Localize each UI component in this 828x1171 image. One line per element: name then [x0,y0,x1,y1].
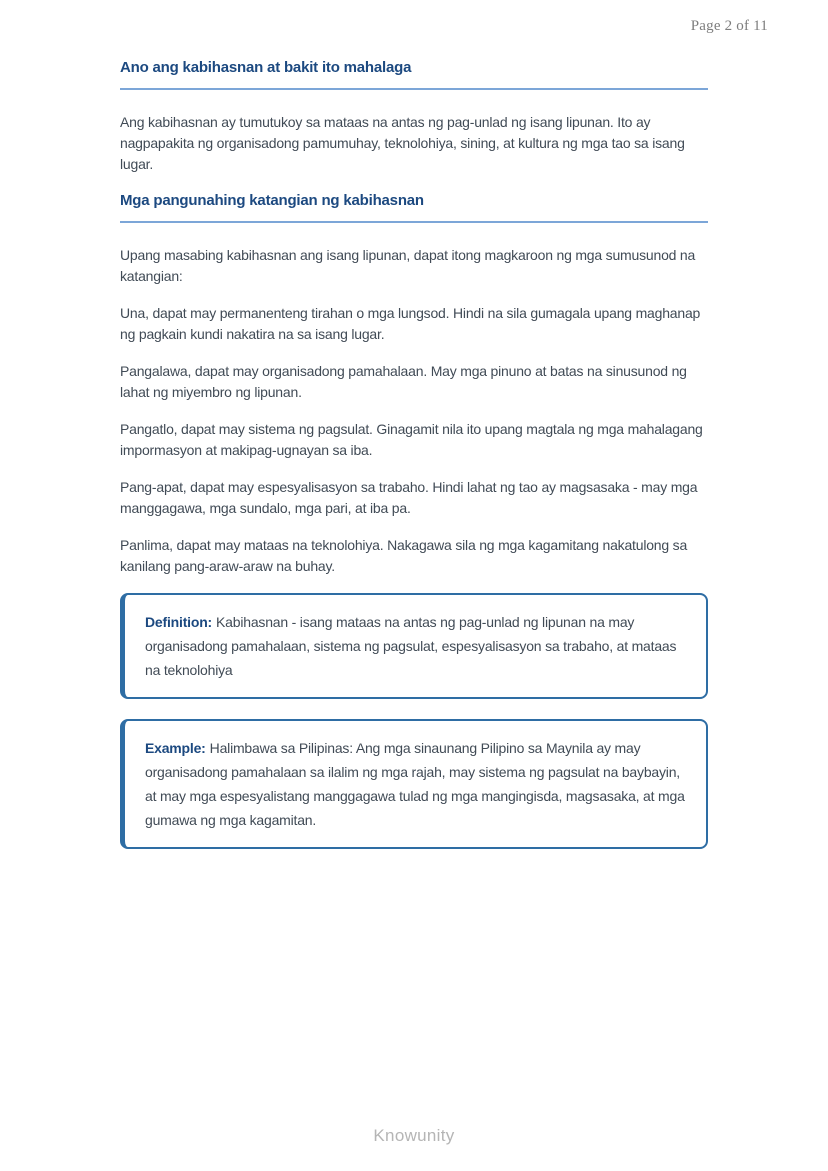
section-divider [120,221,708,223]
paragraph-intro: Ang kabihasnan ay tumutukoy sa mataas na antas ng pag-unlad ng isang lipunan. Ito ay nagpapakita ng organisadong pamumuhay, teknolohiya, sining, at kultura ng mga tao sa isang lugar. [120,114,685,172]
paragraph-katangian-2: Pangalawa, dapat may organisadong pamahalaan. May mga pinuno at batas na sinusunod ng lahat ng miyembro ng lipunan. [120,363,687,400]
paragraph-katangian-1: Una, dapat may permanenteng tirahan o mga lungsod. Hindi na sila gumagala upang maghanap ng pagkain kundi nakatira na sa isang lugar. [120,305,701,342]
document-content [120,58,708,869]
example-text: Halimbawa sa Pilipinas: Ang mga sinaunang Pilipino sa Maynila ay may organisadong pamahalaan sa ilalim ng mga rajah, may sistema ng pagsulat na baybayin, at may mga espesyalistang manggagawa tulad ng mga mangingisda, magsasaka, at mga gumawa ng mga kagamitan. [145,740,685,828]
section-heading-katangian: Mga pangunahing katangian ng kabihasnan [120,192,424,209]
section-divider [120,88,708,90]
example-box [120,719,708,849]
definition-box [120,593,708,699]
section-heading-what-is-kabihasnan: Ano ang kabihasnan at bakit ito mahalaga [120,59,412,76]
example-label: Example: [145,740,206,756]
page-number-indicator: Page 2 of 11 [690,18,768,34]
definition-text: Kabihasnan - isang mataas na antas ng pag-unlad ng lipunan na may organisadong pamahalaan, sistema ng pagsulat, espesyalisasyon sa trabaho, at mataas na teknolohiya [145,614,677,678]
knowunity-watermark: Knowunity [373,1126,455,1145]
paragraph-katangian-3: Pangatlo, dapat may sistema ng pagsulat. Ginagamit nila ito upang magtala ng mga mahalagang impormasyon at makipag-ugnayan sa iba. [120,421,703,458]
definition-label: Definition: [145,614,213,630]
definition-box-content [145,610,686,682]
paragraph-katangian-4: Pang-apat, dapat may espesyalisasyon sa trabaho. Hindi lahat ng tao ay magsasaka - may mga manggagawa, mga sundalo, mga pari, at iba pa. [120,479,698,516]
example-box-content [145,736,686,832]
paragraph-katangian-5: Panlima, dapat may mataas na teknolohiya. Nakagawa sila ng mga kagamitang nakatulong sa kanilang pang-araw-araw na buhay. [120,537,688,574]
paragraph-katangian-intro: Upang masabing kabihasnan ang isang lipunan, dapat itong magkaroon ng mga sumusunod na katangian: [120,247,696,284]
